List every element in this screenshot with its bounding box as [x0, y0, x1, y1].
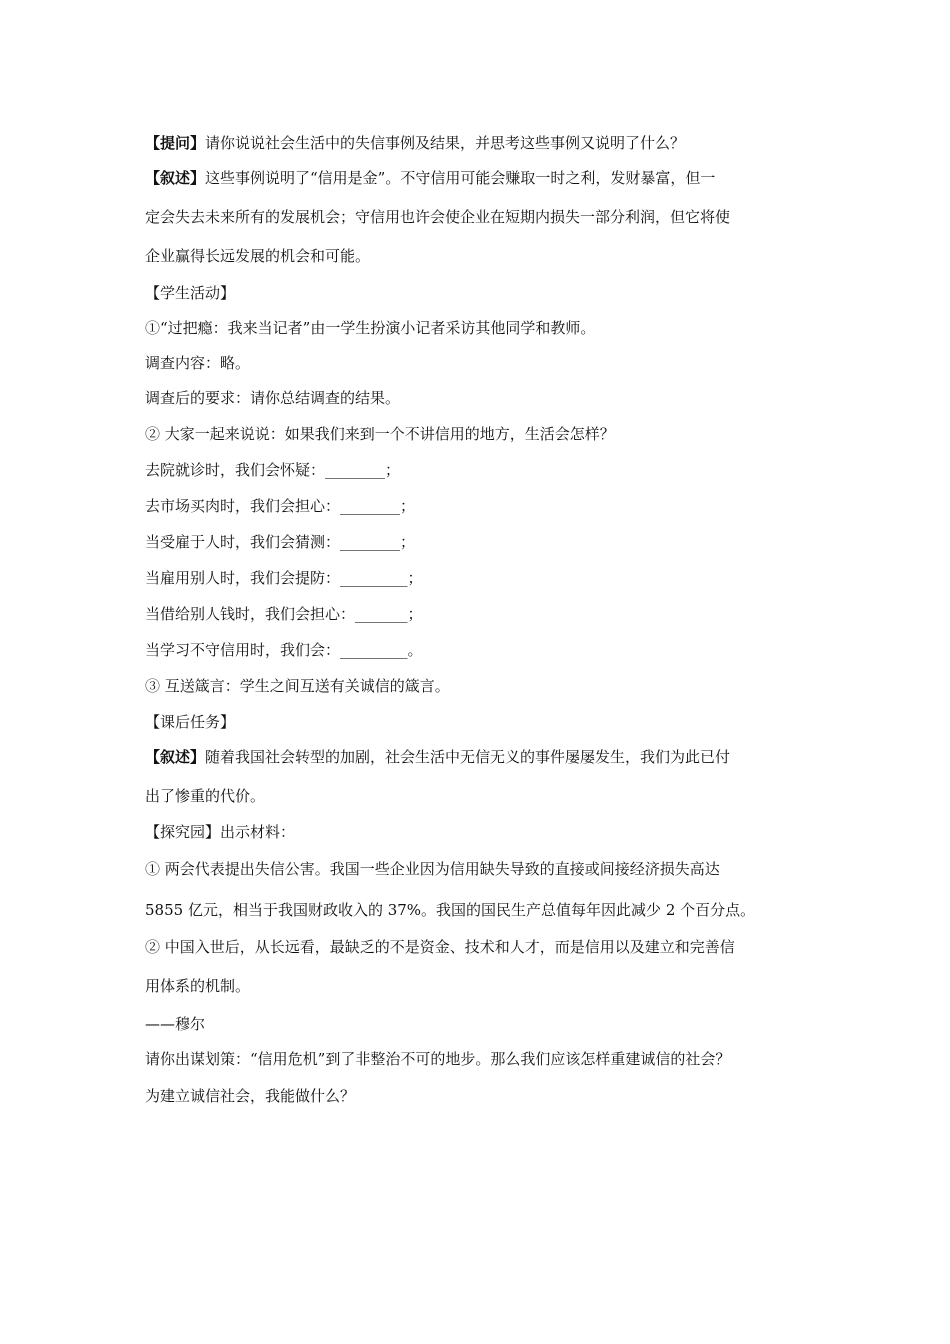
text-line: 调查后的要求：请你总结调查的结果。 [145, 389, 401, 407]
text-line: 用体系的机制。 [145, 977, 251, 995]
fill-blank-line: 去市场买肉时，我们会担心：________； [145, 497, 416, 515]
text-line: ② 大家一起来说说：如果我们来到一个不讲信用的地方，生活会怎样？ [145, 425, 615, 443]
text-line: 【叙述】随着我国社会转型的加剧，社会生活中无信无义的事件屡屡发生，我们为此已付 [145, 748, 731, 766]
text-line: 【提问】请你说说社会生活中的失信事例及结果，并思考这些事例又说明了什么？ [145, 134, 686, 152]
fill-blank-line: 当雇用别人时，我们会提防：_________； [145, 569, 423, 587]
fill-blank-line: 当受雇于人时，我们会猜测：________； [145, 533, 416, 551]
text-line: ① 两会代表提出失信公害。我国一些企业因为信用缺失导致的直接或间接经济损失高达 [145, 860, 720, 878]
fill-blank-line: 当借给别人钱时，我们会担心：_______； [145, 605, 423, 623]
section-heading: 【课后任务】 [145, 713, 236, 731]
text-line: ①“过把瘾：我来当记者”由一学生扮演小记者采访其他同学和教师。 [145, 319, 596, 337]
fill-blank-line: 去院就诊时，我们会怀疑：________； [145, 461, 401, 479]
text-line: 定会失去未来所有的发展机会；守信用也许会使企业在短期内损失一部分利润，但它将使 [145, 208, 731, 226]
text-line: 出了惨重的代价。 [145, 787, 266, 805]
text-line: ② 中国入世后，从长远看，最缺乏的不是资金、技术和人才，而是信用以及建立和完善信 [145, 938, 735, 956]
section-heading: 【学生活动】 [145, 284, 236, 302]
text-line: 为建立诚信社会，我能做什么？ [145, 1087, 356, 1105]
text-line: 调查内容：略。 [145, 354, 251, 372]
text-line: ③ 互送箴言：学生之间互送有关诚信的箴言。 [145, 677, 450, 695]
text-line: 【探究园】出示材料： [145, 823, 296, 841]
text-line: 5855 亿元，相当于我国财政收入的 37%。我国的国民生产总值每年因此减少 2 个百分点。 [145, 901, 756, 919]
text-line: 企业赢得长远发展的机会和可能。 [145, 247, 371, 265]
text-line: 【叙述】这些事例说明了“信用是金”。不守信用可能会赚取一时之利，发财暴富，但一 [145, 169, 716, 187]
attribution: ——穆尔 [145, 1015, 206, 1033]
fill-blank-line: 当学习不守信用时，我们会：_________。 [145, 641, 423, 659]
text-line: 请你出谋划策：“信用危机”到了非整治不可的地步。那么我们应该怎样重建诚信的社会？ [145, 1050, 731, 1068]
